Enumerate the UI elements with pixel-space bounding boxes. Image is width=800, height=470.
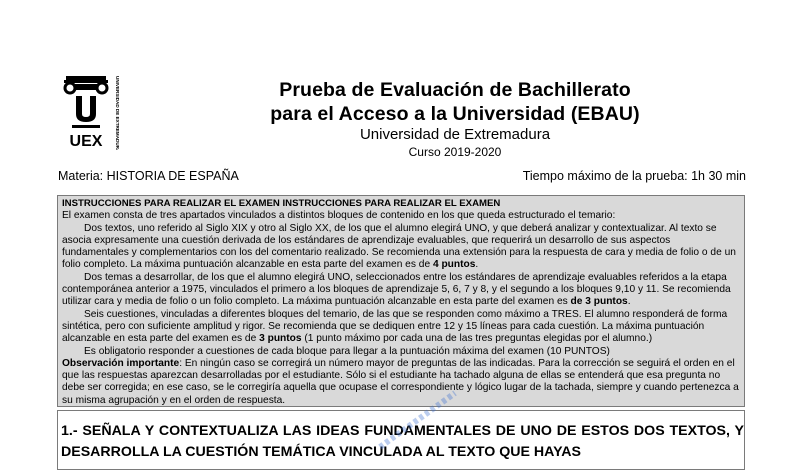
exam-title-line1: Prueba de Evaluación de Bachillerato: [279, 79, 631, 101]
time-limit-label: Tiempo máximo de la prueba: 1h 30 min: [522, 169, 746, 183]
question-1-box: [57, 410, 745, 470]
part2-text: Dos temas a desarrollar, de los que el alumno elegirá UNO, seleccionados entre los estándares de aprendizaje evaluables referidos a la etapa contemporánea anterior a 1975, vinculados el primero a los bloques de aprendizaje 5, 6, 7 y 8, y el segundo a los bloques 9,10 y 11. Se recomienda utilizar cara y media de folio o un folio completo. La máxima puntuación alcanzable en esta parte del examen es: [62, 271, 731, 308]
institution-name: Universidad de Extremadura: [359, 126, 551, 143]
university-logo: [62, 70, 122, 150]
instructions-observation: [62, 358, 739, 407]
exam-header: [200, 78, 710, 160]
observation-label: Observación importante: [62, 357, 180, 369]
observation-text: : En ningún caso se corregirá un número mayor de preguntas de las indicadas. Para la corrección se seguirá el orden en el que las respuestas aparezcan desarrolladas por el estudiante. Sólo si el estudiante ha tachado alguna de ellas se entenderá que esa pregunta no debe ser corregida; en ese caso, se le corregiría aquella que ocupase el correspondiente y lógico lugar de la tachada, siempre y cuando pertenezca a su misma agrupación y en el orden de respuesta.: [62, 357, 739, 406]
instructions-part2: [62, 272, 739, 309]
instructions-box: [57, 195, 745, 407]
instructions-intro: El examen consta de tres apartados vinculados a distintos bloques de contenido en los que queda estructurado el temario:: [62, 210, 616, 222]
instructions-part3: [62, 309, 739, 346]
instructions-part1: [62, 223, 739, 272]
part1-points: 4 puntos: [432, 259, 476, 271]
instructions-part4: Es obligatorio responder a cuestiones de cada bloque para llegar a la puntuación máxima del examen (10 PUNTOS): [84, 345, 610, 357]
logo-vertical-text: UNIVERSIDAD DE EXTREMADURA: [115, 76, 120, 150]
part2-points: de 3 puntos: [570, 296, 628, 308]
part3-text: Seis cuestiones, vinculadas a diferentes bloques del temario, de las que se responden como máximo a TRES. El alumno responderá de forma sintética, pero con suficiente amplitud y rigor. Se recomienda que se dediquen entre 12 y 15 líneas para cada cuestión. La máxima puntuación alcanzable en esta parte del examen es de: [62, 308, 728, 345]
uex-logo-icon: [62, 70, 122, 150]
logo-letters: UEX: [69, 133, 103, 150]
part3-end: (1 punto máximo por cada una de las tres preguntas elegidas por el alumno.): [301, 333, 653, 345]
part2-end: .: [627, 296, 631, 308]
part1-end: .: [475, 259, 479, 271]
instructions-heading: INSTRUCCIONES PARA REALIZAR EL EXAMEN INSTRUCCIONES PARA REALIZAR EL EXAMEN: [62, 198, 501, 209]
question-1-text: 1.- SEÑALA Y CONTEXTUALIZA LAS IDEAS FUNDAMENTALES DE UNO DE ESTOS DOS TEXTOS, Y DESARROLLA LA CUESTIÓN TEMÁTICA VINCULADA AL TEXTO QUE HAYAS: [61, 423, 744, 460]
part3-points: 3 puntos: [259, 333, 302, 345]
exam-title-line2: para el Acceso a la Universidad (EBAU): [270, 103, 640, 125]
course-year: Curso 2019-2020: [408, 145, 502, 159]
subject-label: Materia: HISTORIA DE ESPAÑA: [58, 169, 239, 183]
part1-text: Dos textos, uno referido al Siglo XIX y otro al Siglo XX, de los que el alumno elegirá UNO, y que deberá analizar y contextualizar. Al texto se asocia expresamente una cuestión derivada de los estándares de aprendizaje evaluables, que requerirá un desarrollo de sus aspectos fundamentales y complementarios con los del comentario realizado. Se recomienda una extensión para la respuesta de cara y media de folio o de un folio completo. La máxima puntuación alcanzable en esta parte del examen es de: [62, 222, 736, 271]
